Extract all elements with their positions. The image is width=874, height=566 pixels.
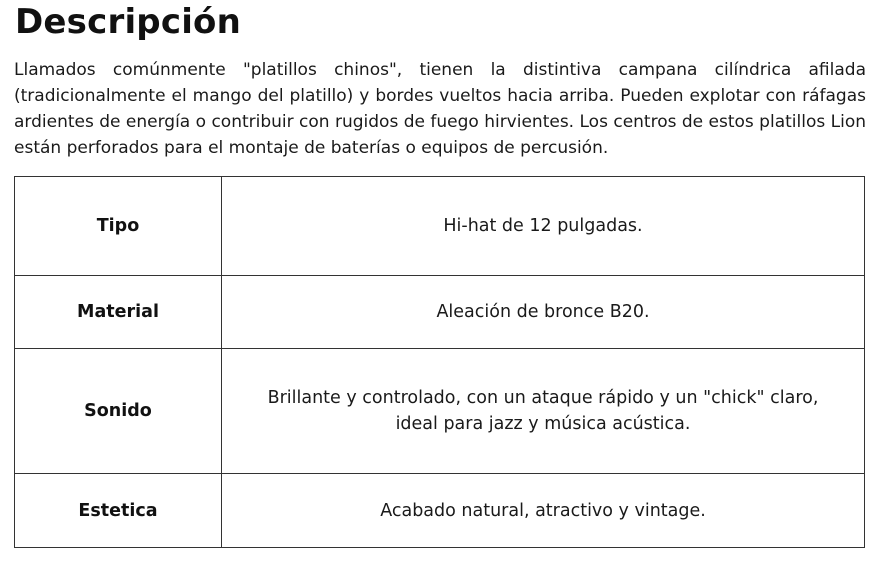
spec-value: Hi-hat de 12 pulgadas. xyxy=(222,177,865,276)
spec-label: Tipo xyxy=(15,177,222,276)
spec-row-sonido xyxy=(15,349,865,474)
description-paragraph: Llamados comúnmente "platillos chinos", tienen la distintiva campana cilíndrica afilada (tradicionalmente el mango del platillo) y bordes vueltos hacia arriba. Pueden explotar con ráfagas ardientes de energía o contribuir con rugidos de fuego hirvientes. Los centros de estos platillos Lion están perforados para el montaje de baterías o equipos de percusión. xyxy=(14,60,866,158)
spec-value: Aleación de bronce B20. xyxy=(222,276,865,349)
spec-row-estetica xyxy=(15,474,865,548)
spec-label: Estetica xyxy=(15,474,222,548)
spec-value: Brillante y controlado, con un ataque rápido y un "chick" claro, ideal para jazz y música acústica. xyxy=(222,349,865,474)
spec-row-material xyxy=(15,276,865,349)
specs-table xyxy=(14,176,865,548)
section-heading: Descripción xyxy=(15,2,242,42)
spec-value: Acabado natural, atractivo y vintage. xyxy=(222,474,865,548)
spec-row-tipo xyxy=(15,177,865,276)
spec-label: Material xyxy=(15,276,222,349)
spec-label: Sonido xyxy=(15,349,222,474)
